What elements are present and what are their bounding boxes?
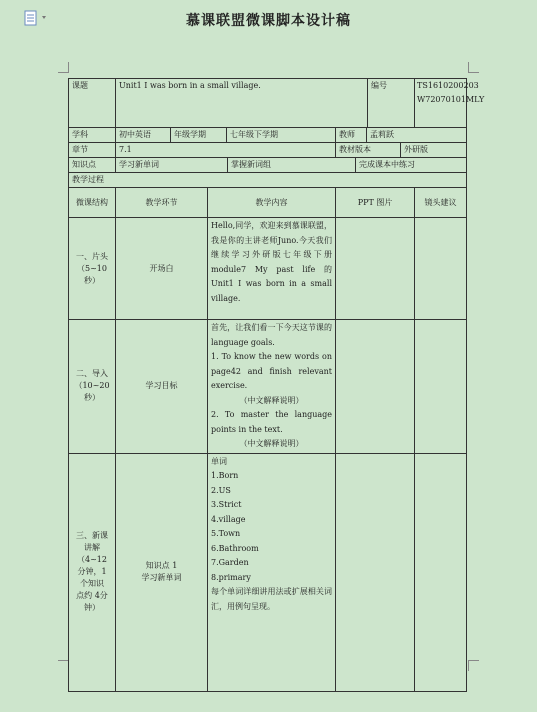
row3-structure-line: 分钟，1	[77, 567, 107, 576]
row3-content-line: 7.Garden	[211, 558, 249, 567]
row2-content	[208, 320, 336, 454]
row3-ppt	[336, 453, 415, 691]
row1-content-text: Hello,同学，欢迎来到慕课联盟，我是你的主讲老师Juno.今天我们继续学习外研版七年级下册 module7 My past life 的 Unit1 I was born in a small village.	[211, 221, 332, 303]
row2-content-line: 首先，让我们看一下今天这节课的 language goals.	[211, 323, 332, 347]
row1-structure-line: 秒）	[84, 275, 100, 285]
row3-content-line: 4.village	[211, 514, 246, 524]
chapter-value: 7.1	[116, 143, 336, 158]
col-header-ppt: PPT 图片	[336, 188, 415, 218]
knowledge-points-cell	[116, 158, 467, 173]
edition-label: 教材版本	[336, 143, 401, 157]
knowledge-point-3: 完成课本中练习	[359, 160, 415, 169]
topic-label: 课题	[69, 79, 116, 128]
row1-stage: 开场白	[116, 218, 208, 320]
row3-stage-line: 知识点 1	[145, 561, 178, 570]
knowledge-point-2: 掌握新词组	[228, 158, 356, 172]
subject-label: 学科	[69, 128, 116, 143]
row2-structure-line: 二、导入	[76, 369, 108, 379]
row1-structure	[69, 218, 116, 320]
teacher-value: 孟莉跃	[370, 130, 394, 139]
row3-structure-line: 点约 4分	[76, 591, 108, 600]
row1-ppt	[336, 218, 415, 320]
row3-structure-line: 三、新课	[76, 531, 108, 540]
edition-value: 外研版	[404, 145, 428, 154]
row1-camera	[415, 218, 467, 320]
row3-structure-line: （4~12	[77, 555, 107, 564]
row2-content-line: 2. To master the language points in the text.	[211, 410, 332, 434]
row2-content-line: 1. To know the new words on page42 and finish relevant exercise.	[211, 352, 332, 390]
row1-content	[208, 218, 336, 320]
row3-stage	[116, 453, 208, 691]
subject-grade-cell	[116, 128, 336, 143]
margin-corner-bottom-right	[468, 660, 479, 671]
topic-value: Unit1 I was born in a small village.	[116, 79, 368, 127]
row3-content-line: 单词	[211, 456, 227, 466]
code-label: 编号	[371, 81, 388, 90]
script-design-table	[68, 78, 485, 692]
margin-corner-top-left	[58, 62, 69, 73]
document-title: 慕课联盟微课脚本设计稿	[186, 13, 351, 29]
col-header-stage: 教学环节	[116, 188, 208, 218]
col-header-structure: 微课结构	[69, 188, 116, 218]
row3-structure-line: 讲解	[84, 543, 100, 552]
teacher-cell	[336, 128, 467, 143]
row3-content-line: 8.primary	[211, 572, 251, 582]
grade-value: 七年级下学期	[230, 130, 278, 139]
col-header-content: 教学内容	[208, 188, 336, 218]
margin-corner-top-right	[468, 62, 479, 73]
knowledge-label: 知识点	[69, 158, 116, 173]
row2-camera	[415, 320, 467, 454]
row3-content-line: 每个单词详细讲用法或扩展相关词汇，用例句呈现。	[211, 587, 332, 611]
knowledge-point-1: 学习新单词	[116, 158, 228, 172]
chapter-label: 章节	[69, 143, 116, 158]
row3-content-line: 3.Strict	[211, 500, 242, 509]
grade-label: 年级学期	[171, 128, 227, 142]
col-header-camera: 镜头建议	[415, 188, 467, 218]
teaching-process-label: 教学过程	[69, 173, 467, 188]
row2-content-line: （中文解释说明）	[239, 439, 304, 448]
edition-cell	[336, 143, 467, 158]
row1-structure-line: （5~10	[77, 263, 107, 273]
row2-stage: 学习目标	[116, 320, 208, 454]
code-value-2: W72070101MLY	[417, 95, 485, 104]
subject-value: 初中英语	[116, 128, 171, 142]
code-value-cell	[415, 79, 485, 128]
code-value-1: TS1610200203	[417, 81, 479, 90]
row2-content-line: （中文解释说明）	[239, 395, 304, 405]
row3-content-line: 1.Born	[211, 471, 239, 480]
teacher-label: 教师	[336, 128, 367, 142]
row3-structure-line: 个知识	[80, 579, 104, 588]
row1-structure-line: 一、片头	[76, 251, 108, 261]
row3-stage-line: 学习新单词	[141, 573, 182, 582]
row3-content-line: 6.Bathroom	[211, 543, 259, 553]
row2-structure-line: 秒）	[84, 393, 100, 403]
row3-structure-line: 钟）	[84, 603, 100, 612]
row2-ppt	[336, 320, 415, 454]
row3-content-line: 2.US	[211, 485, 231, 495]
row3-camera	[415, 453, 467, 691]
row3-content	[208, 453, 336, 691]
row2-structure	[69, 320, 116, 454]
row3-structure	[69, 453, 116, 691]
row3-content-line: 5.Town	[211, 529, 241, 538]
row2-structure-line: （10~20	[74, 381, 110, 391]
topic-value-cell	[116, 79, 415, 128]
